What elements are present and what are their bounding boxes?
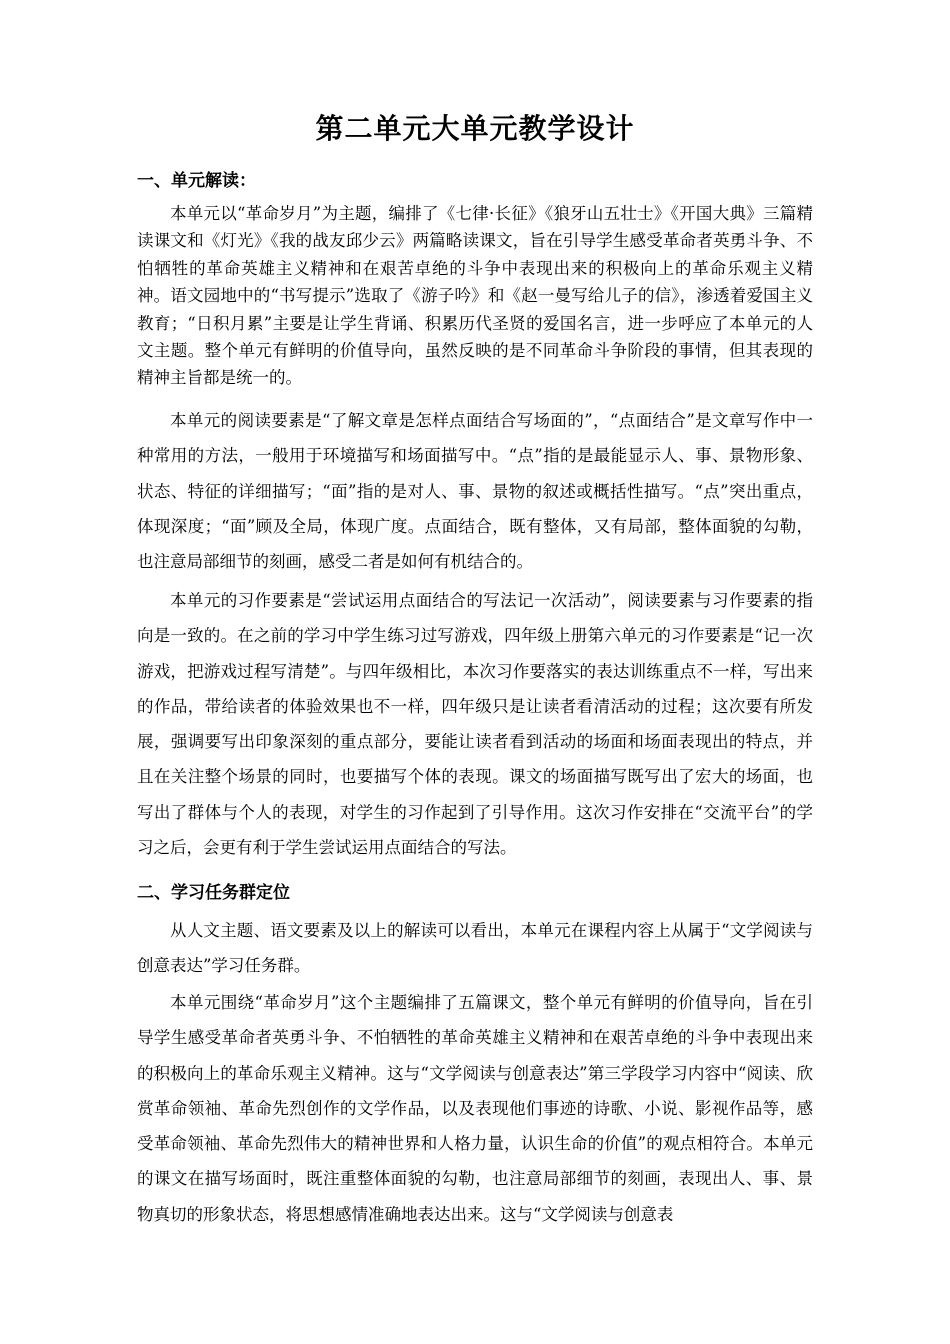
section-heading-unit-interpretation: 一、单元解读： [137,171,256,191]
section-heading-task-group: 二、学习任务群定位 [137,883,290,903]
paragraph-reading-element: 本单元的阅读要素是“了解文章是怎样点面结合写场面的”，“点面结合”是文章写作中一种常用的方法，一般用于环境描写和场面描写中。“点”指的是最能显示人、事、景物形象、状态、特征的详细描写；“面”指的是对人、事、景物的叙述或概括性描写。“点”突出重点，体现深度；“面”顾及全局，体现广度。点面结合，既有整体，又有局部，整体面貌的勾勒，也注意局部细节的刻画，感受二者是如何有机结合的。 [137,411,813,572]
document-title: 第二单元大单元教学设计 [315,112,635,145]
paragraph-unit-theme: 本单元以“革命岁月”为主题，编排了《七律·长征》《狼牙山五壮士》《开国大典》三篇精读课文和《灯光》《我的战友邱少云》两篇略读课文，旨在引导学生感受革命者英勇斗争、不怕牺牲的革命英雄主义精神和在艰苦卓绝的斗争中表现出来的积极向上的革命乐观主义精神。语文园地中的“书写提示”选取了《游子吟》和《赵一曼写给儿子的信》，渗透着爱国主义教育；“日积月累”主要是让学生背诵、积累历代圣贤的爱国名言，进一步呼应了本单元的人文主题。整个单元有鲜明的价值导向，虽然反映的是不同革命斗争阶段的事情，但其表现的精神主旨都是统一的。 [137,204,813,388]
paragraph-task-group-intro: 从人文主题、语文要素及以上的解读可以看出，本单元在课程内容上从属于“文学阅读与创意表达”学习任务群。 [137,921,813,976]
paragraph-writing-element: 本单元的习作要素是“尝试运用点面结合的写法记一次活动”，阅读要素与习作要素的指向是一致的。在之前的学习中学生练习过写游戏，四年级上册第六单元的习作要素是“记一次游戏，把游戏过程写清楚”。与四年级相比，本次习作要落实的表达训练重点不一样，写出来的作品，带给读者的体验效果也不一样，四年级只是让读者看清活动的过程；这次要有所发展，强调要写出印象深刻的重点部分，要能让读者看到活动的场面和场面表现出的特点，并且在关注整个场景的同时，也要描写个体的表现。课文的场面描写既写出了宏大的场面，也写出了群体与个人的表现，对学生的习作起到了引导作用。这次习作安排在“交流平台”的学习之后，会更有利于学生尝试运用点面结合的写法。 [137,591,813,858]
paragraph-task-group-detail: 本单元围绕“革命岁月”这个主题编排了五篇课文，整个单元有鲜明的价值导向，旨在引导学生感受革命者英勇斗争、不怕牺牲的革命英雄主义精神和在艰苦卓绝的斗争中表现出来的积极向上的革命乐观主义精神。这与“文学阅读与创意表达”第三学段学习内容中“阅读、欣赏革命领袖、革命先烈创作的文学作品，以及表现他们事迹的诗歌、小说、影视作品等，感受革命领袖、革命先烈伟大的精神世界和人格力量，认识生命的价值”的观点相符合。本单元的课文在描写场面时，既注重整体面貌的勾勒，也注意局部细节的刻画，表现出人、事、景物真切的形象状态，将思想感情准确地表达出来。这与“文学阅读与创意表 [137,993,813,1224]
